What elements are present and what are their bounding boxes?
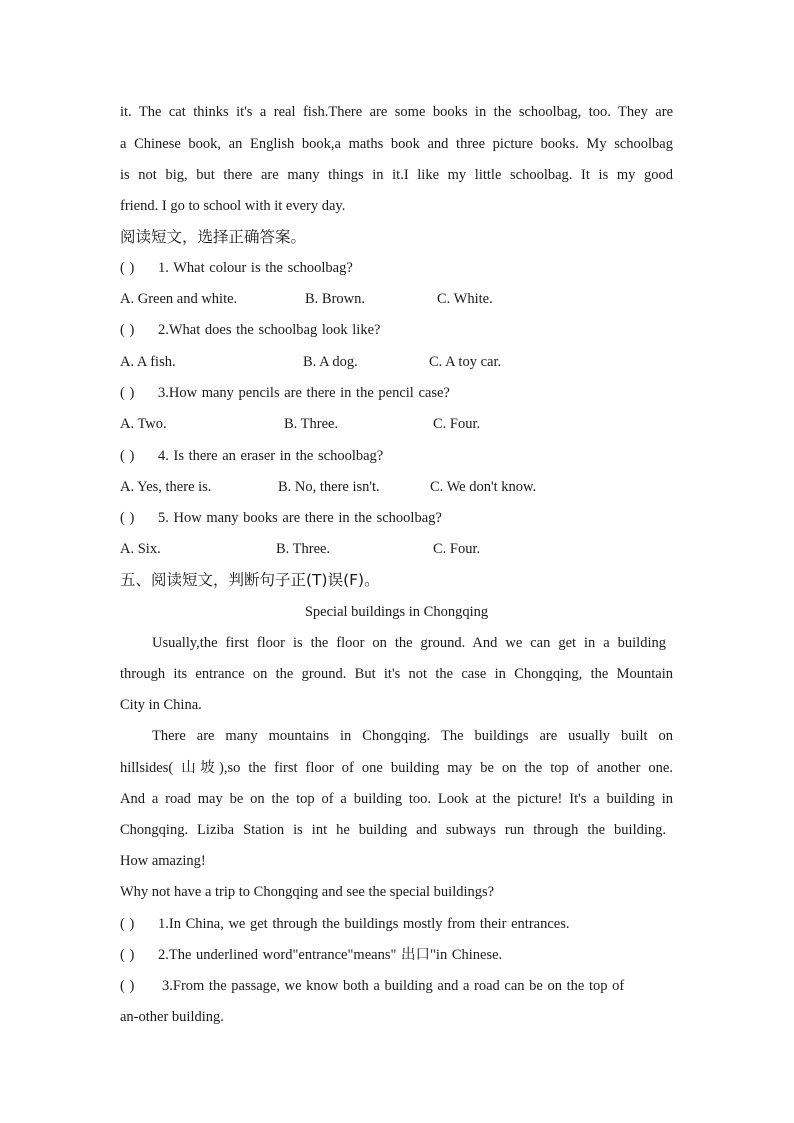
passage-title: Special buildings in Chongqing (304, 604, 489, 620)
question (120, 446, 673, 466)
statement-text: 2.The underlined word"entrance"means" 出口"in Chinese. (158, 947, 503, 963)
passage-line: it. The cat thinks it's a real fish.There are some books in the schoolbag, too. They are (120, 104, 673, 120)
answer-blank[interactable]: ( ) (120, 978, 135, 994)
passage-line: a Chinese book, an English book,a maths book and three picture books. My schoolbag (120, 136, 673, 152)
option-c[interactable]: C. White. (437, 291, 493, 307)
answer-blank[interactable]: ( ) (120, 322, 135, 338)
answer-blank[interactable]: ( ) (120, 260, 135, 276)
passage-line: How amazing! (120, 853, 206, 869)
passage-line: Usually,the first floor is the floor on the ground. And we can get in a building (152, 635, 666, 651)
question-text: 3.How many pencils are there in the pencil case? (158, 385, 450, 401)
question-text: 4. Is there an eraser in the schoolbag? (158, 448, 384, 464)
option-b[interactable]: B. Three. (284, 416, 339, 432)
statement-text: 3.From the passage, we know both a building and a road can be on the top of (162, 978, 625, 994)
answer-blank[interactable]: ( ) (120, 385, 135, 401)
option-a[interactable]: A. Yes, there is. (120, 479, 212, 495)
question-text: 2.What does the schoolbag look like? (158, 322, 381, 338)
question-text: 5. How many books are there in the schoolbag? (158, 510, 442, 526)
passage-line: Chongqing. Liziba Station is int he building and subways run through the building. (120, 822, 666, 838)
statement (120, 914, 673, 934)
statement-continuation: an-other building. (120, 1009, 224, 1025)
question (120, 508, 673, 528)
question (120, 383, 673, 403)
options-row (120, 539, 673, 559)
answer-blank[interactable]: ( ) (120, 510, 135, 526)
answer-blank[interactable]: ( ) (120, 448, 135, 464)
answer-blank[interactable]: ( ) (120, 916, 135, 932)
option-b[interactable]: B. Brown. (305, 291, 366, 307)
question-text: 1. What colour is the schoolbag? (158, 260, 353, 276)
options-row (120, 414, 673, 434)
passage-line: City in China. (120, 697, 202, 713)
passage-line: And a road may be on the top of a building too. Look at the picture! It's a building in (120, 791, 673, 807)
option-a[interactable]: A. A fish. (120, 354, 176, 370)
option-a[interactable]: A. Green and white. (120, 291, 238, 307)
passage-closing: Why not have a trip to Chongqing and see the special buildings? (120, 884, 495, 900)
question (120, 258, 673, 278)
passage-line: friend. I go to school with it every day. (120, 198, 346, 214)
statement-text: 1.In China, we get through the buildings mostly from their entrances. (158, 916, 570, 932)
answer-blank[interactable]: ( ) (120, 947, 135, 963)
passage-line: There are many mountains in Chongqing. The buildings are usually built on (152, 728, 673, 744)
question (120, 320, 673, 340)
option-a[interactable]: A. Six. (120, 541, 161, 557)
section-instruction: 五、阅读短文，判断句子正(T)误(F)。 (120, 571, 380, 589)
option-a[interactable]: A. Two. (120, 416, 167, 432)
option-b[interactable]: B. No, there isn't. (278, 479, 380, 495)
statement (120, 976, 673, 996)
option-c[interactable]: C. A toy car. (429, 354, 502, 370)
option-c[interactable]: C. Four. (433, 416, 481, 432)
options-row (120, 352, 673, 372)
statement (120, 945, 673, 965)
option-c[interactable]: C. We don't know. (430, 479, 537, 495)
option-b[interactable]: B. Three. (276, 541, 331, 557)
option-c[interactable]: C. Four. (433, 541, 481, 557)
options-row (120, 289, 673, 309)
passage-line: is not big, but there are many things in it.I like my little schoolbag. It is my good (120, 167, 673, 183)
options-row (120, 477, 673, 497)
passage-line: hillsides( 山坡),so the first floor of one building may be on the top of another one. (120, 760, 673, 776)
option-b[interactable]: B. A dog. (303, 354, 358, 370)
passage-line: through its entrance on the ground. But it's not the case in Chongqing, the Mountain (120, 666, 673, 682)
section-instruction: 阅读短文，选择正确答案。 (120, 228, 307, 246)
